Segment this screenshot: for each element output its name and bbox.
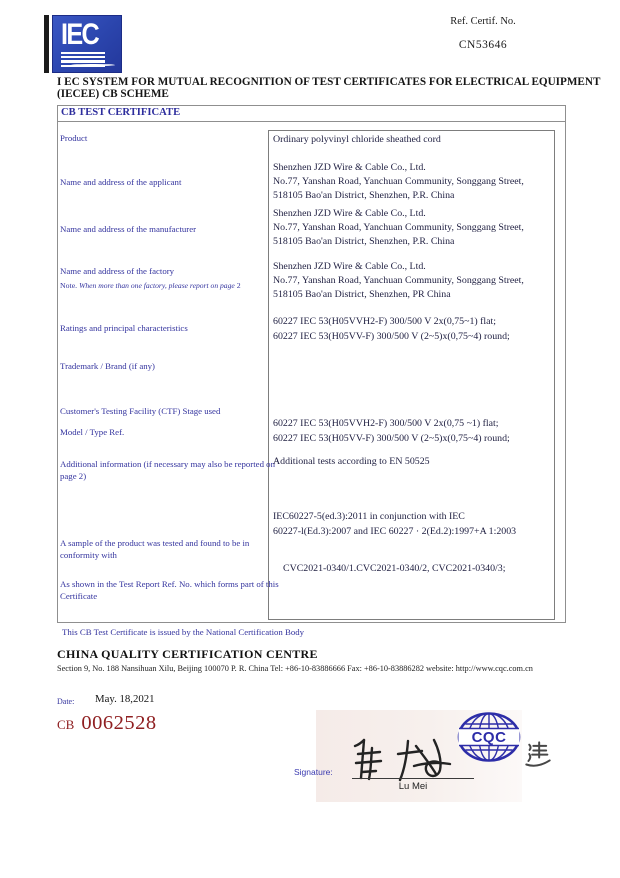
iec-logo-dot bbox=[71, 64, 115, 66]
value-conformity: IEC60227-5(ed.3):2011 in conjunction with IEC 60227-l(Ed.3):2007 and IEC 60227 · 2(Ed.2):1997+A 1:2003 bbox=[273, 511, 517, 537]
value-factory: Shenzhen JZD Wire & Cable Co., Ltd. No.77, Yanshan Road, Yanchuan Community, Songgang Street, 518105 Bao'an District, Shenzhen, PR China bbox=[273, 261, 524, 300]
organization-address: Section 9, No. 188 Nansihuan Xilu, Beijing 100070 P. R. China Tel: +86-10-83886666 Fax: +86-10-83886282 website: http://www.cqc.com.cn bbox=[57, 664, 533, 673]
cb-number: 0062528 bbox=[81, 712, 157, 734]
jian-stamp-character bbox=[524, 740, 552, 768]
scheme-title-line2: (IECEE) CB SCHEME bbox=[57, 88, 169, 100]
issued-by-line: This CB Test Certificate is issued by the National Certification Body bbox=[62, 627, 305, 637]
certificate-title: CB TEST CERTIFICATE bbox=[58, 106, 565, 122]
signature-label: Signature: bbox=[294, 767, 333, 777]
label-product: Product bbox=[60, 133, 88, 143]
ref-certif-label: Ref. Certif. No. bbox=[450, 16, 516, 27]
value-model-type-ref: 60227 IEC 53(H05VVH2-F) 300/500 V 2x(0,75 ~1) flat; 60227 IEC 53(H05VV-F) 300/500 V (2~5)x(0,75~4) round; bbox=[273, 418, 510, 444]
date-label: Date: bbox=[57, 697, 75, 706]
label-ctf-stage: Customer's Testing Facility (CTF) Stage used bbox=[60, 406, 221, 416]
label-additional-info: Additional information (if necessary may also be reported on page 2) bbox=[60, 459, 275, 481]
label-model-type-ref: Model / Type Ref. bbox=[60, 427, 125, 437]
factory-note: Note. When more than one factory, please report on page 2 bbox=[60, 281, 241, 290]
label-manufacturer: Name and address of the manufacturer bbox=[60, 224, 197, 234]
organization-name: CHINA QUALITY CERTIFICATION CENTRE bbox=[57, 647, 318, 661]
cb-prefix: CB bbox=[57, 717, 75, 732]
handwritten-signature bbox=[350, 736, 462, 782]
value-test-report-ref: CVC2021-0340/1.CVC2021-0340/2, CVC2021-0340/3; bbox=[283, 563, 506, 574]
value-product: Ordinary polyvinyl chloride sheathed cord bbox=[273, 134, 441, 145]
value-applicant: Shenzhen JZD Wire & Cable Co., Ltd. No.77, Yanshan Road, Yanchuan Community, Songgang Street, 518105 Bao'an District, Shenzhen, P.R. China bbox=[273, 162, 524, 201]
iec-logo-lines bbox=[61, 50, 115, 68]
cb-certificate-number bbox=[57, 712, 157, 735]
iec-logo-text: IEC bbox=[61, 18, 98, 51]
values-column-box bbox=[268, 130, 555, 620]
signer-name: Lu Mei bbox=[398, 781, 428, 792]
cqc-logo-text: CQC bbox=[471, 729, 507, 746]
label-ratings: Ratings and principal characteristics bbox=[60, 323, 188, 333]
signature-line bbox=[352, 778, 474, 779]
label-trademark: Trademark / Brand (if any) bbox=[60, 361, 155, 371]
ref-certif-number: CN53646 bbox=[458, 39, 508, 51]
iec-logo bbox=[52, 15, 122, 73]
scheme-title-line1: I EC SYSTEM FOR MUTUAL RECOGNITION OF TEST CERTIFICATES FOR ELECTRICAL EQUIPMENT bbox=[57, 76, 601, 88]
date-value: May. 18,2021 bbox=[95, 693, 155, 705]
ref-certif-block bbox=[408, 16, 558, 51]
value-ratings: 60227 IEC 53(H05VVH2-F) 300/500 V 2x(0,75~1) flat; 60227 IEC 53(H05VV-F) 300/500 V (2~5)x(0,75~4) round; bbox=[273, 316, 510, 342]
cqc-logo bbox=[457, 711, 521, 763]
label-factory: Name and address of the factory bbox=[60, 266, 175, 276]
label-applicant: Name and address of the applicant bbox=[60, 177, 182, 187]
scheme-title bbox=[57, 76, 601, 100]
label-conformity: A sample of the product was tested and found to be in conformity with bbox=[60, 538, 250, 560]
label-test-report-ref: As shown in the Test Report Ref. No. which forms part of this Certificate bbox=[60, 579, 279, 601]
value-manufacturer: Shenzhen JZD Wire & Cable Co., Ltd. No.77, Yanshan Road, Yanchuan Community, Songgang Street, 518105 Bao'an District, Shenzhen, P.R. China bbox=[273, 208, 524, 247]
value-additional-info: Additional tests according to EN 50525 bbox=[273, 456, 430, 467]
iec-logo-side-bar bbox=[44, 15, 49, 73]
